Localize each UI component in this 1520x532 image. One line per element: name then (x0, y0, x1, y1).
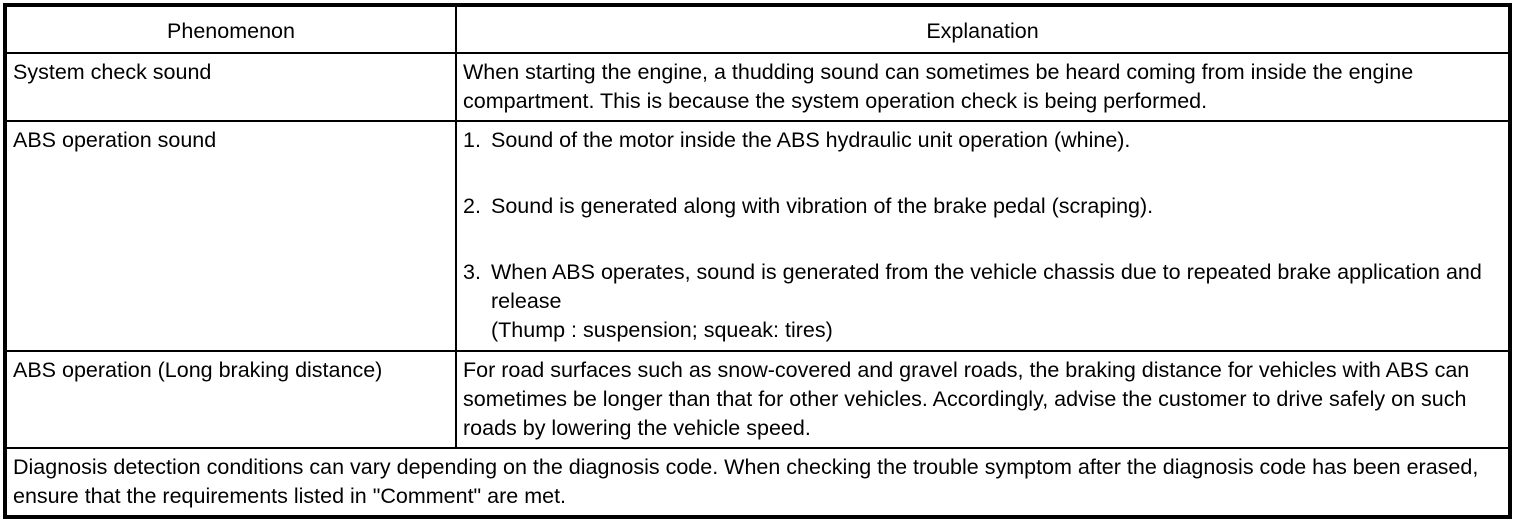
table-row (5, 351, 1510, 448)
document-page (3, 3, 1512, 519)
list-item-number: 2. (463, 194, 481, 218)
list-item-text: Sound is generated along with vibration of the brake pedal (scraping). (491, 194, 1154, 218)
diagnosis-note: Diagnosis detection conditions can vary depending on the diagnosis code. When checking the trouble symptom after the diagnosis code has been erased, ensure that the requirements listed in "Comment" are met. (5, 448, 1510, 517)
list-item-number: 1. (463, 128, 481, 152)
table-row (5, 53, 1510, 121)
list-item-text: Sound of the motor inside the ABS hydraulic unit operation (whine). (491, 128, 1131, 152)
note-row (5, 448, 1510, 517)
list-item-text: When ABS operates, sound is generated from the vehicle chassis due to repeated brake application and release (491, 260, 1482, 313)
list-item (463, 258, 1502, 345)
phenomenon-cell: ABS operation (Long braking distance) (5, 351, 456, 448)
explanation-list (463, 126, 1502, 345)
list-item (463, 192, 1502, 221)
explanation-cell: For road surfaces such as snow-covered and gravel roads, the braking distance for vehicles with ABS can sometimes be longer than that for other vehicles. Accordingly, advise the customer to drive safely on such roads by lowering the vehicle speed. (456, 351, 1510, 448)
phenomenon-table (3, 3, 1512, 519)
list-item (463, 126, 1502, 155)
explanation-cell: When starting the engine, a thudding sound can sometimes be heard coming from inside the engine compartment. This is because the system operation check is being performed. (456, 53, 1510, 121)
header-phenomenon: Phenomenon (5, 5, 456, 53)
phenomenon-cell: ABS operation sound (5, 121, 456, 351)
explanation-cell (456, 121, 1510, 351)
list-item-subtext: (Thump : suspension; squeak: tires) (491, 318, 833, 342)
header-explanation: Explanation (456, 5, 1510, 53)
table-header-row (5, 5, 1510, 53)
list-item-content (491, 258, 1502, 345)
phenomenon-cell: System check sound (5, 53, 456, 121)
list-item-number: 3. (463, 260, 481, 284)
table-row (5, 121, 1510, 351)
